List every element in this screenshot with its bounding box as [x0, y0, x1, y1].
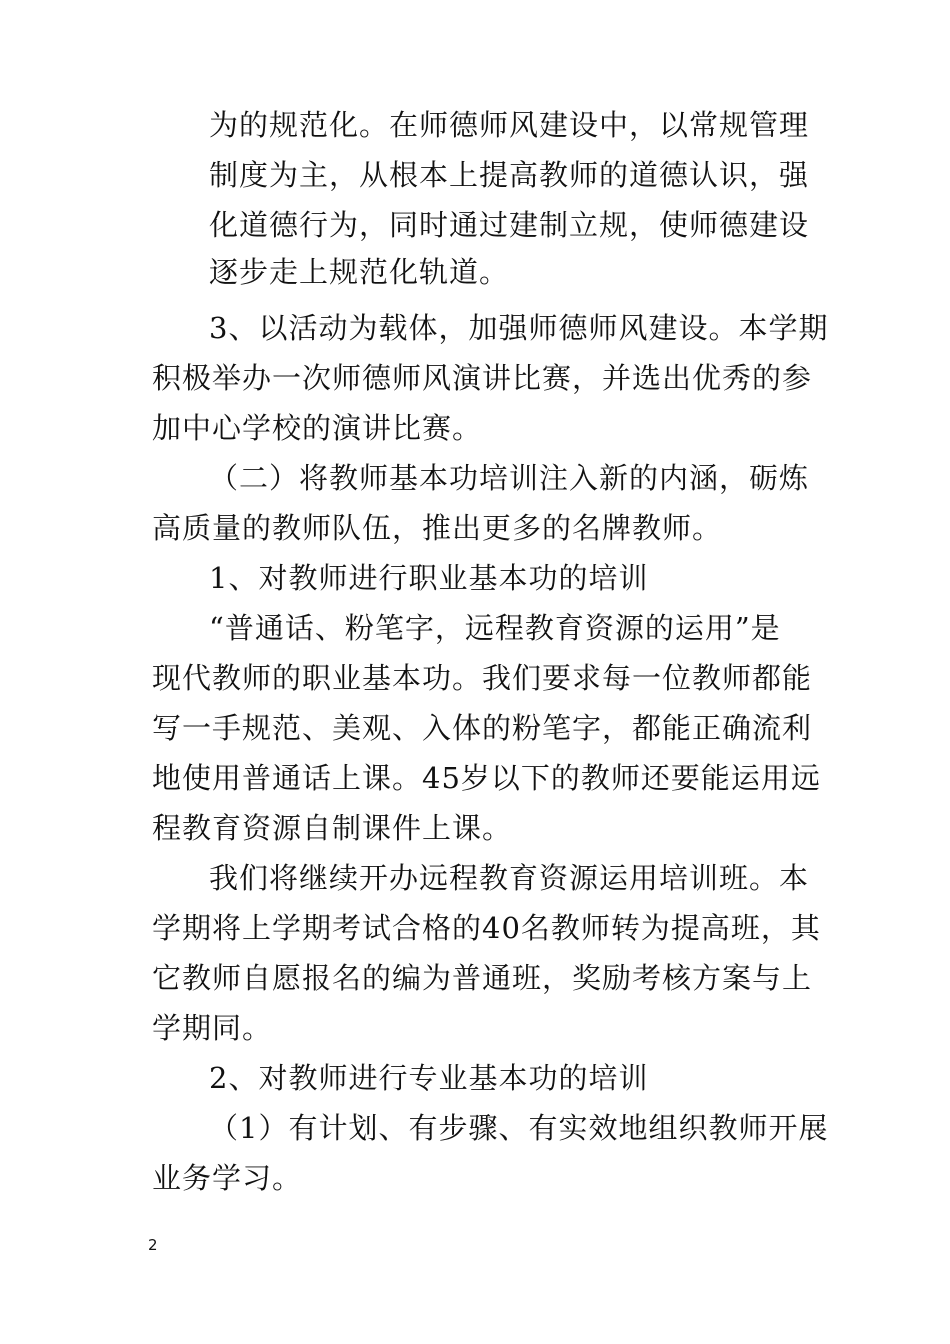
text-line: 学期同。 [152, 1011, 273, 1045]
page-number: 2 [148, 1236, 158, 1254]
text-line: 为的规范化。在师德师风建设中，以常规管理 [209, 108, 810, 142]
text-line: 2、对教师进行专业基本功的培训 [209, 1061, 649, 1095]
text-line: 3、以活动为载体，加强师德师风建设。本学期 [209, 311, 829, 345]
text-line: （1）有计划、有步骤、有实效地组织教师开展 [209, 1111, 829, 1145]
text-line: 现代教师的职业基本功。我们要求每一位教师都能 [152, 661, 813, 695]
text-line: 写一手规范、美观、入体的粉笔字，都能正确流利 [152, 711, 813, 745]
text-line: “普通话、粉笔字，远程教育资源的运用”是 [209, 611, 781, 645]
text-line: 积极举办一次师德师风演讲比赛，并选出优秀的参 [152, 361, 813, 395]
text-line: 逐步走上规范化轨道。 [209, 255, 510, 289]
text-line: 它教师自愿报名的编为普通班，奖励考核方案与上 [152, 961, 813, 995]
text-line: 1、对教师进行职业基本功的培训 [209, 561, 649, 595]
text-line: 程教育资源自制课件上课。 [152, 811, 513, 845]
text-line: （二）将教师基本功培训注入新的内涵，砺炼 [209, 461, 810, 495]
text-line: 高质量的教师队伍，推出更多的名牌教师。 [152, 511, 723, 545]
text-line: 学期将上学期考试合格的40名教师转为提高班，其 [152, 911, 821, 945]
text-line: 业务学习。 [152, 1161, 303, 1195]
text-line: 地使用普通话上课。45岁以下的教师还要能运用远 [152, 761, 821, 795]
text-line: 我们将继续开办远程教育资源运用培训班。本 [209, 861, 810, 895]
text-line: 制度为主，从根本上提高教师的道德认识，强 [209, 158, 810, 192]
text-line: 化道德行为，同时通过建制立规，使师德建设 [209, 208, 810, 242]
text-line: 加中心学校的演讲比赛。 [152, 411, 483, 445]
